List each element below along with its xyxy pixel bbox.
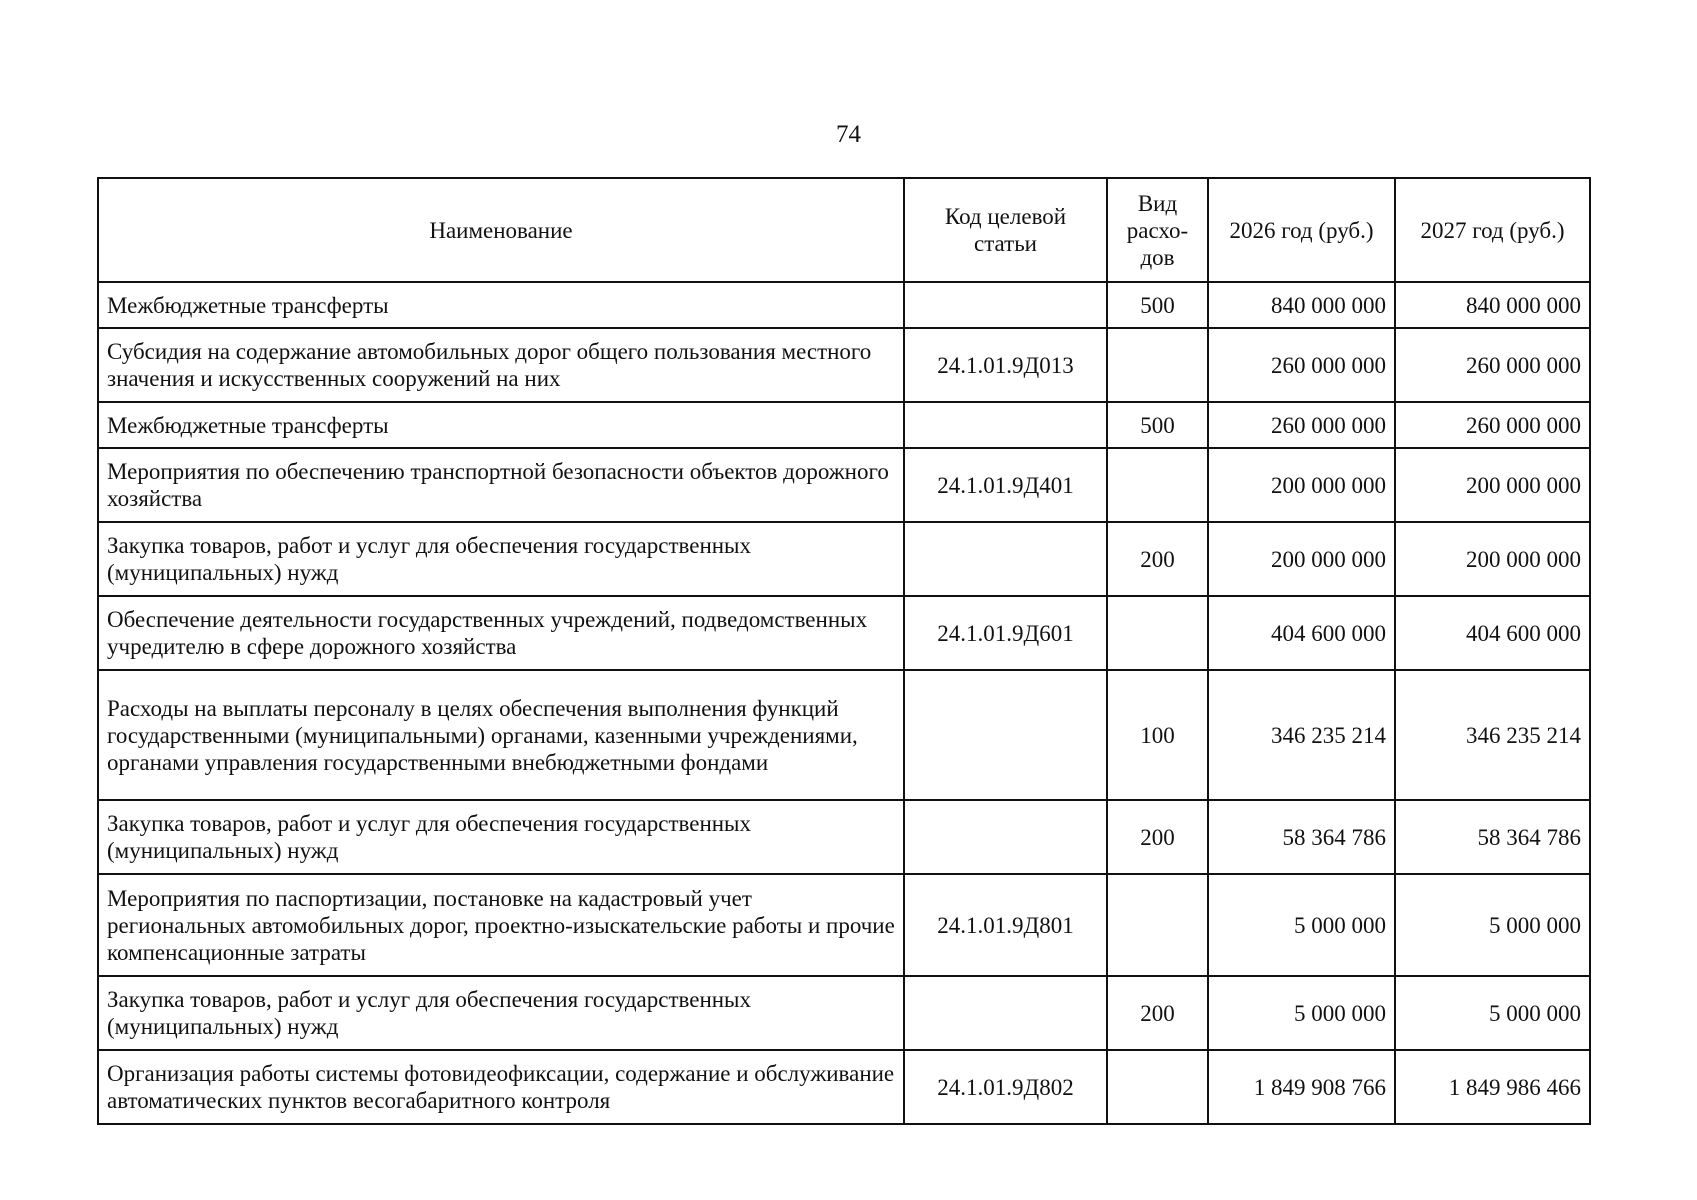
row-2027: 200 000 000 <box>1395 522 1590 596</box>
row-code: 24.1.01.9Д802 <box>904 1050 1107 1124</box>
row-2026: 404 600 000 <box>1208 596 1395 670</box>
row-2027: 346 235 214 <box>1395 670 1590 800</box>
row-2026: 260 000 000 <box>1208 328 1395 402</box>
row-2026: 1 849 908 766 <box>1208 1050 1395 1124</box>
table-row <box>98 282 1590 328</box>
row-code <box>904 670 1107 800</box>
row-kind: 100 <box>1107 670 1208 800</box>
header-kind: Вид расхо-дов <box>1107 178 1208 282</box>
row-2026: 840 000 000 <box>1208 282 1395 328</box>
row-2027: 58 364 786 <box>1395 800 1590 874</box>
row-name: Межбюджетные трансферты <box>98 282 904 328</box>
row-code <box>904 800 1107 874</box>
row-code: 24.1.01.9Д401 <box>904 448 1107 522</box>
row-kind: 200 <box>1107 522 1208 596</box>
row-2027: 1 849 986 466 <box>1395 1050 1590 1124</box>
row-2026: 346 235 214 <box>1208 670 1395 800</box>
row-2026: 200 000 000 <box>1208 448 1395 522</box>
row-2026: 200 000 000 <box>1208 522 1395 596</box>
row-name: Мероприятия по паспортизации, постановке на кадастровый учет региональных автомобильных дорог, проектно-изыскательские работы и прочие компенсационные затраты <box>98 874 904 976</box>
header-code: Код целевой статьи <box>904 178 1107 282</box>
row-code <box>904 976 1107 1050</box>
row-name: Мероприятия по обеспечению транспортной безопасности объектов дорожного хозяйства <box>98 448 904 522</box>
row-name: Межбюджетные трансферты <box>98 402 904 448</box>
row-kind <box>1107 1050 1208 1124</box>
row-2027: 5 000 000 <box>1395 874 1590 976</box>
table-row <box>98 522 1590 596</box>
row-2026: 58 364 786 <box>1208 800 1395 874</box>
row-2027: 200 000 000 <box>1395 448 1590 522</box>
row-2027: 5 000 000 <box>1395 976 1590 1050</box>
header-2026: 2026 год (руб.) <box>1208 178 1395 282</box>
row-2027: 404 600 000 <box>1395 596 1590 670</box>
row-name: Закупка товаров, работ и услуг для обеспечения государственных (муниципальных) нужд <box>98 800 904 874</box>
row-2027: 260 000 000 <box>1395 328 1590 402</box>
page-number: 74 <box>836 121 861 148</box>
row-kind <box>1107 596 1208 670</box>
table-row <box>98 596 1590 670</box>
row-code <box>904 282 1107 328</box>
header-name: Наименование <box>98 178 904 282</box>
table-row <box>98 800 1590 874</box>
table-row <box>98 328 1590 402</box>
row-2026: 260 000 000 <box>1208 402 1395 448</box>
row-2026: 5 000 000 <box>1208 874 1395 976</box>
table-header-row <box>98 178 1590 282</box>
row-code: 24.1.01.9Д801 <box>904 874 1107 976</box>
row-kind <box>1107 874 1208 976</box>
row-2027: 840 000 000 <box>1395 282 1590 328</box>
row-kind: 500 <box>1107 282 1208 328</box>
row-name: Обеспечение деятельности государственных учреждений, подведомственных учредителю в сфере дорожного хозяйства <box>98 596 904 670</box>
row-code <box>904 522 1107 596</box>
row-kind: 500 <box>1107 402 1208 448</box>
table-row <box>98 448 1590 522</box>
row-name: Закупка товаров, работ и услуг для обеспечения государственных (муниципальных) нужд <box>98 522 904 596</box>
row-name: Организация работы системы фотовидеофиксации, содержание и обслуживание автоматических пунктов весогабаритного контроля <box>98 1050 904 1124</box>
table-row <box>98 976 1590 1050</box>
row-kind: 200 <box>1107 976 1208 1050</box>
row-2026: 5 000 000 <box>1208 976 1395 1050</box>
table-row <box>98 402 1590 448</box>
header-2027: 2027 год (руб.) <box>1395 178 1590 282</box>
table-row <box>98 874 1590 976</box>
table-row <box>98 670 1590 800</box>
row-kind <box>1107 448 1208 522</box>
row-kind: 200 <box>1107 800 1208 874</box>
row-code: 24.1.01.9Д601 <box>904 596 1107 670</box>
budget-table <box>97 177 1591 1125</box>
row-name: Субсидия на содержание автомобильных дорог общего пользования местного значения и искусственных сооружений на них <box>98 328 904 402</box>
row-code <box>904 402 1107 448</box>
row-code: 24.1.01.9Д013 <box>904 328 1107 402</box>
table-row <box>98 1050 1590 1124</box>
row-name: Расходы на выплаты персоналу в целях обеспечения выполнения функций государственными (муниципальными) органами, казенными учреждениями, органами управления государственными внебюджетными фондами <box>98 670 904 800</box>
row-2027: 260 000 000 <box>1395 402 1590 448</box>
row-kind <box>1107 328 1208 402</box>
row-name: Закупка товаров, работ и услуг для обеспечения государственных (муниципальных) нужд <box>98 976 904 1050</box>
